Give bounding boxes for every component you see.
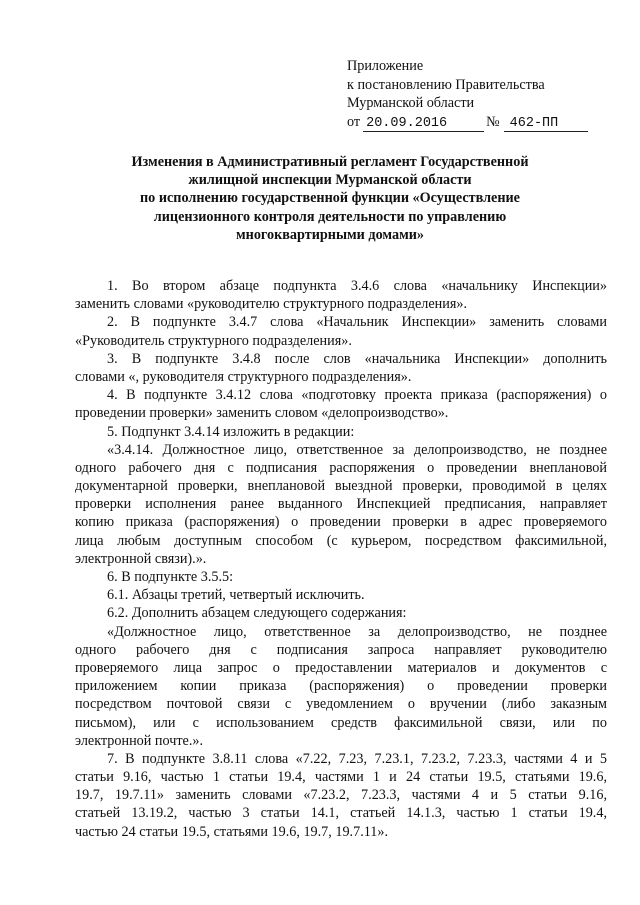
paragraph-line: одного рабочего дня с подписания распоряжения о проведении внеплановой — [75, 459, 607, 476]
approval-header — [347, 57, 607, 132]
title-line: Изменения в Административный регламент Государственной — [131, 154, 529, 170]
paragraph-line: статьи 9.16, частью 1 статьи 19.4, частями 1 и 24 статьи 19.5, статьями 19.6, — [75, 769, 607, 786]
paragraph-line: словами «, руководителя структурного подразделения». — [75, 368, 412, 385]
paragraph-line: проведении проверки» заменить словом «делопроизводство». — [75, 405, 449, 422]
date-value: 20.09.2016 — [363, 116, 484, 132]
paragraph-p7 — [75, 750, 607, 841]
paragraph-line: проверяемого лица запрос о предоставлении материалов и документов с — [75, 659, 607, 676]
paragraph-line: письмом), или с использованием средств факсимильной связи, или по — [75, 714, 607, 731]
title-line: многоквартирными домами» — [235, 226, 424, 243]
header-line-resolution: к постановлению Правительства — [347, 76, 545, 93]
title-line: жилищной инспекции Мурманской области — [188, 172, 472, 189]
document-number: 462-ПП — [504, 116, 588, 132]
title-line: лицензионного контроля деятельности по управлению — [153, 208, 507, 225]
paragraph-p6-2-quote — [75, 623, 607, 750]
paragraph-line: 6.2. Дополнить абзацем следующего содержания: — [107, 605, 407, 622]
paragraph-line: 7. В подпункте 3.8.11 слова «7.22, 7.23, 7.23.1, 7.23.2, 7.23.3, частями 4 и 5 — [107, 750, 607, 767]
paragraph-line: 4. В подпункте 3.4.12 слова «подготовку проекта приказа (распоряжения) о — [107, 387, 607, 404]
header-line-region: Мурманской области — [347, 95, 475, 111]
paragraph-p6-1 — [75, 586, 607, 604]
paragraph-line: заменить словами «руководителю структурного подразделения». — [75, 296, 468, 313]
paragraph-line: лица любым доступным способом (с курьером, посредством факсимильной, — [75, 532, 607, 549]
paragraph-line: 1. Во втором абзаце подпункта 3.4.6 слова «начальнику Инспекции» — [107, 278, 607, 294]
date-prefix: от — [347, 113, 361, 130]
number-sign: № — [486, 113, 500, 130]
paragraph-line: электронной почте.». — [75, 732, 204, 749]
paragraph-line: приложением копии приказа (распоряжения) о проведении проверки — [75, 678, 607, 695]
header-line-appendix: Приложение — [347, 58, 424, 74]
paragraph-p4 — [75, 386, 607, 422]
paragraph-line: 5. Подпункт 3.4.14 изложить в редакции: — [107, 423, 355, 440]
header-date-number-row — [347, 113, 607, 132]
paragraph-line: «Руководитель структурного подразделения». — [75, 332, 352, 349]
paragraph-line: статьей 13.19.2, частью 3 статьи 14.1, статьей 14.1.3, частью 1 статьи 19.4, — [75, 805, 607, 822]
paragraph-p6 — [75, 568, 607, 586]
paragraph-p1 — [75, 277, 607, 313]
paragraph-p5 — [75, 423, 607, 441]
paragraph-line: 19.7, 19.7.11» заменить словами «7.23.2, 7.23.3, частями 4 и 5 статьи 9.16, — [75, 787, 607, 804]
title-line: по исполнению государственной функции «Осуществление — [140, 190, 520, 207]
paragraph-line: частью 24 статьи 19.5, статьями 19.6, 19.7, 19.7.11». — [75, 823, 389, 840]
paragraph-line: одного рабочего дня с подписания запроса направляет руководителю — [75, 641, 607, 658]
paragraph-p6-2 — [75, 604, 607, 622]
paragraph-line: «3.4.14. Должностное лицо, ответственное за делопроизводство, не позднее — [107, 441, 607, 458]
paragraph-line: посредством почтовой связи с уведомлением о вручении (либо заказным — [75, 696, 607, 713]
paragraph-line: проверки исполнения ранее выданного Инспекцией предписания, направляет — [75, 496, 607, 513]
document-body — [75, 277, 607, 841]
paragraph-line: документарной проверки, внеплановой выездной проверки, проводимой в целях — [75, 478, 607, 495]
paragraph-line: 6.1. Абзацы третий, четвертый исключить. — [107, 587, 365, 604]
paragraph-line: «Должностное лицо, ответственное за делопроизводство, не позднее — [107, 623, 607, 640]
paragraph-line: 3. В подпункте 3.4.8 после слов «начальника Инспекции» дополнить — [107, 350, 607, 367]
paragraph-p3 — [75, 350, 607, 386]
paragraph-line: копию приказа (распоряжения) о проведении проверки в адрес проверяемого — [75, 514, 607, 531]
paragraph-p5-quote — [75, 441, 607, 568]
document-title — [100, 153, 560, 244]
paragraph-line: 6. В подпункте 3.5.5: — [107, 569, 234, 585]
paragraph-p2 — [75, 313, 607, 349]
paragraph-line: электронной связи).». — [75, 550, 207, 567]
paragraph-line: 2. В подпункте 3.4.7 слова «Начальник Инспекции» заменить словами — [107, 314, 607, 331]
